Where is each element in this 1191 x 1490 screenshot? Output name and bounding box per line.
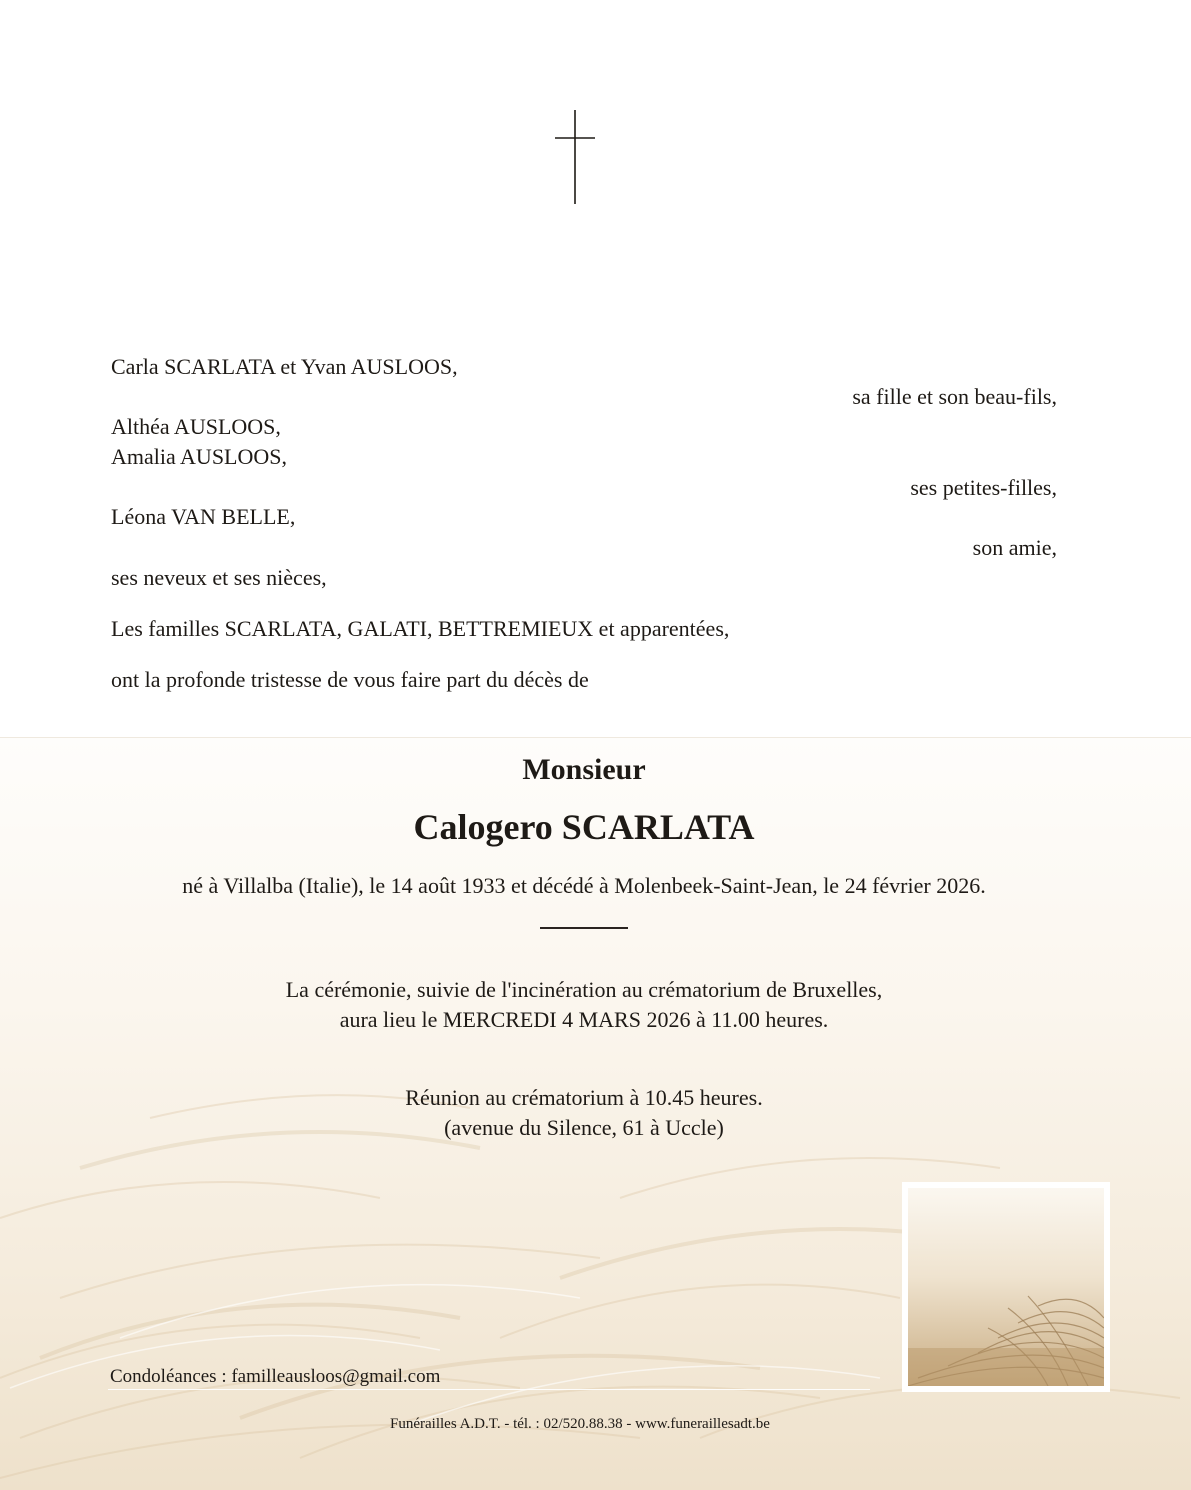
family-role-granddaughters: ses petites-filles, (910, 475, 1057, 500)
grass-photo-image (908, 1188, 1104, 1386)
family-line-granddaughter-2: Amalia AUSLOOS, (111, 444, 287, 469)
ceremony-line-1: La cérémonie, suivie de l'incinération au crématorium de Bruxelles, (285, 977, 883, 1002)
meeting-address: (avenue du Silence, 61 à Uccle) (444, 1115, 724, 1140)
birth-death-dates: né à Villalba (Italie), le 14 août 1933 et décédé à Molenbeek-Saint-Jean, le 24 février 2026. (182, 873, 986, 898)
family-line-granddaughter-1: Althéa AUSLOOS, (111, 414, 281, 439)
family-line-daughter: Carla SCARLATA et Yvan AUSLOOS, (111, 354, 458, 379)
family-line-friend: Léona VAN BELLE, (111, 504, 296, 529)
condolences-underline (108, 1389, 870, 1390)
grass-photo (902, 1182, 1110, 1392)
ceremony-line-2: aura lieu le MERCREDI 4 MARS 2026 à 11.00 heures. (339, 1007, 829, 1032)
deceased-name: Calogero SCARLATA (413, 807, 755, 847)
separator-line (540, 927, 628, 929)
family-line-families: Les familles SCARLATA, GALATI, BETTREMIEUX et apparentées, (111, 616, 730, 641)
family-line-nephews: ses neveux et ses nièces, (111, 565, 327, 590)
latin-cross-icon (555, 110, 595, 204)
family-role-daughter: sa fille et son beau-fils, (852, 384, 1057, 409)
family-role-friend: son amie, (972, 535, 1057, 560)
condolences-email: Condoléances : familleausloos@gmail.com (110, 1366, 441, 1387)
meeting-line-1: Réunion au crématorium à 10.45 heures. (405, 1085, 763, 1110)
announcement-text: ont la profonde tristesse de vous faire part du décès de (111, 667, 589, 692)
deceased-title: Monsieur (522, 753, 646, 786)
funeral-home-footer: Funérailles A.D.T. - tél. : 02/520.88.38 - www.funeraillesadt.be (390, 1416, 770, 1432)
fold-line (0, 737, 1191, 738)
